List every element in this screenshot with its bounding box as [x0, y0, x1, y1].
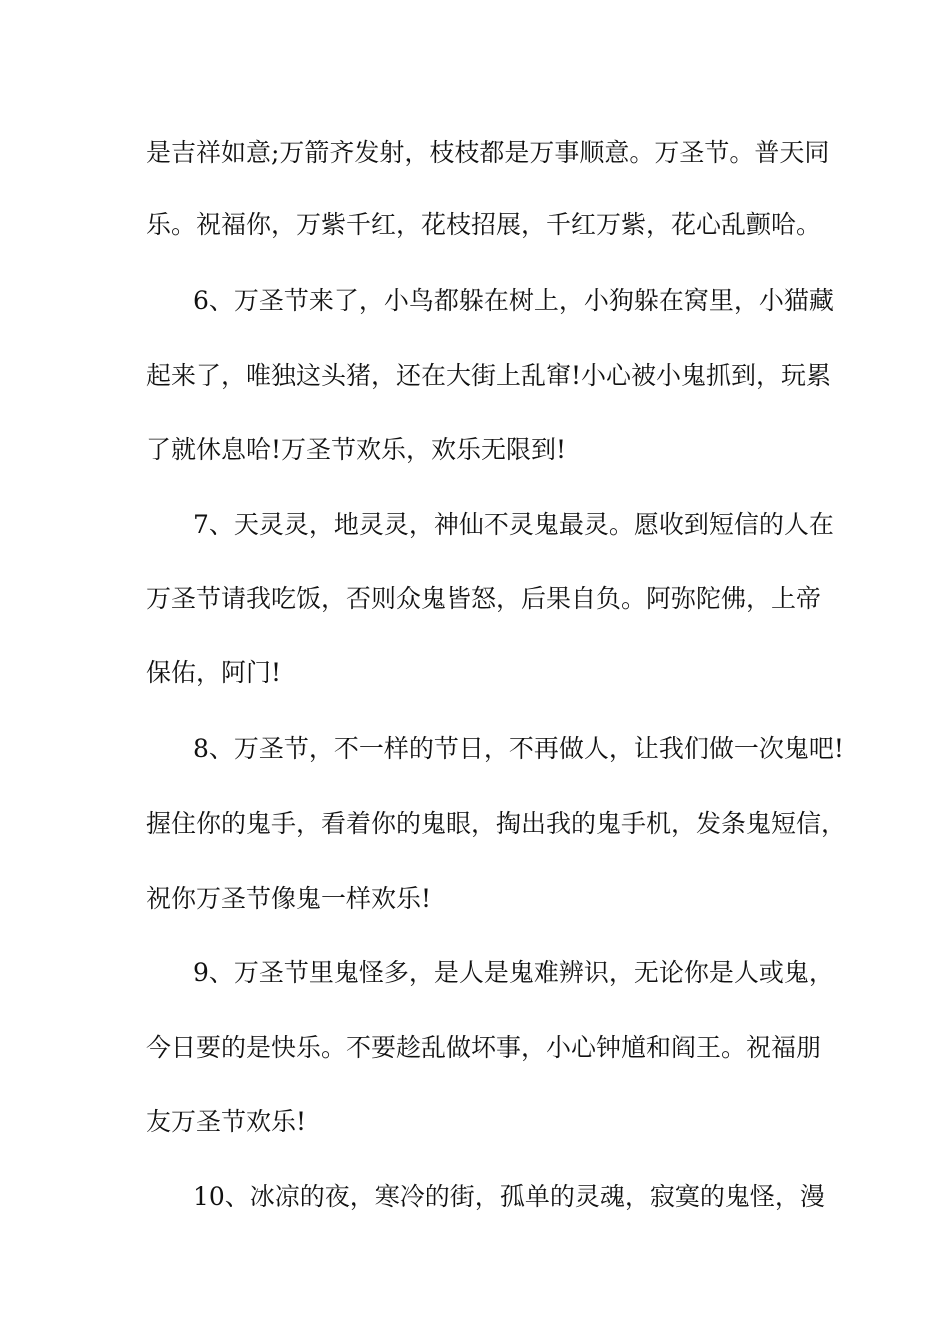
text-line: 保佑，阿门!: [146, 658, 282, 687]
text-line: 握住你的鬼手，看着你的鬼眼，掏出我的鬼手机，发条鬼短信，: [146, 809, 847, 838]
text-line: 友万圣节欢乐!: [146, 1107, 307, 1136]
text-line: 了就休息哈!万圣节欢乐，欢乐无限到!: [146, 435, 567, 464]
paragraph-8-start: 8、万圣节，不一样的节日，不再做人，让我们做一次鬼吧!: [193, 734, 844, 763]
paragraph-10-start: 10、冰凉的夜，寒冷的街，孤单的灵魂，寂寞的鬼怪，漫: [193, 1182, 825, 1211]
text-line: 今日要的是快乐。不要趁乱做坏事，小心钟馗和阎王。祝福朋: [146, 1033, 822, 1062]
text-line: 祝你万圣节像鬼一样欢乐!: [146, 884, 432, 913]
paragraph-7-start: 7、天灵灵，地灵灵，神仙不灵鬼最灵。愿收到短信的人在: [193, 510, 834, 539]
text-line: 乐。祝福你，万紫千红，花枝招展，千红万紫，花心乱颤哈。: [146, 210, 822, 239]
paragraph-6-start: 6、万圣节来了，小鸟都躲在树上，小狗躲在窝里，小猫藏: [193, 286, 834, 315]
text-line: 万圣节请我吃饭，否则众鬼皆怒，后果自负。阿弥陀佛，上帝: [146, 584, 822, 613]
text-line: 是吉祥如意;万箭齐发射，枝枝都是万事顺意。万圣节。普天同: [146, 138, 830, 167]
paragraph-9-start: 9、万圣节里鬼怪多，是人是鬼难辨识，无论你是人或鬼，: [193, 958, 834, 987]
text-line: 起来了，唯独这头猪，还在大街上乱窜!小心被小鬼抓到，玩累: [146, 361, 832, 390]
